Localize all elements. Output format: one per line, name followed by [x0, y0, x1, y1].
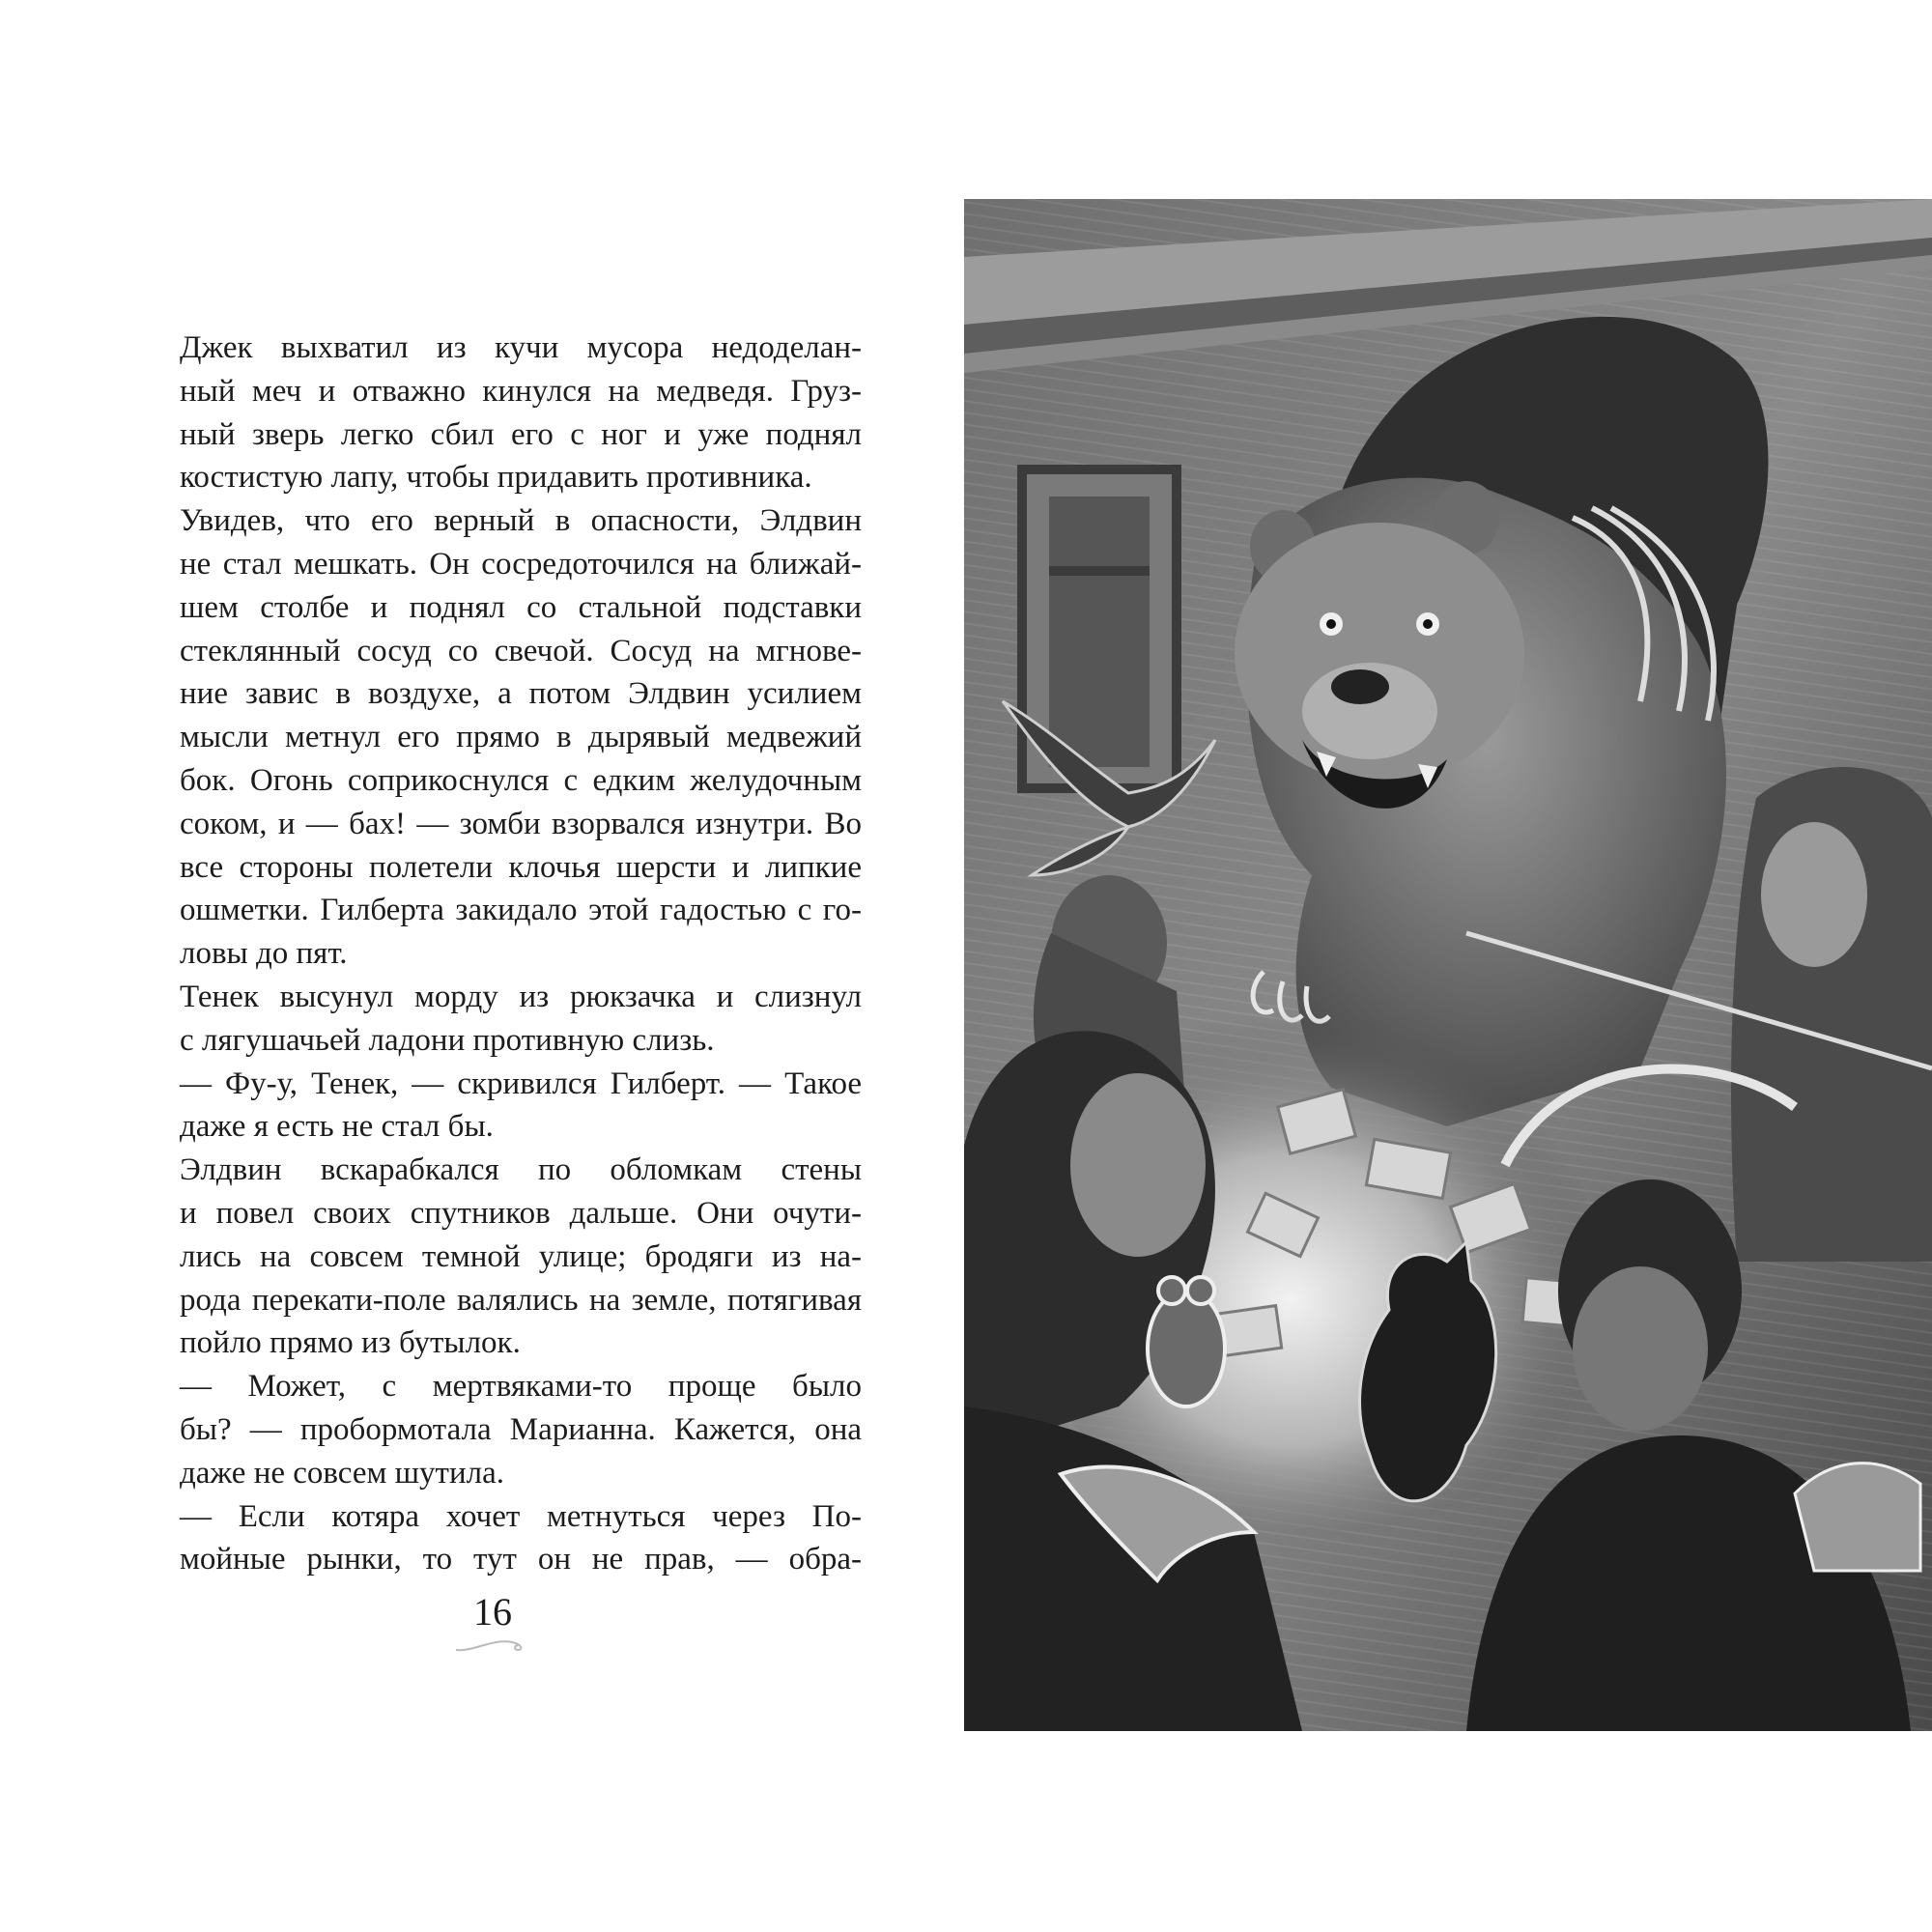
text-line: шем столбе и поднял со стальной подставки: [180, 589, 862, 625]
text-line: все стороны полетели клочья шерсти и липкие: [180, 849, 862, 885]
paragraph: [128, 976, 862, 1063]
text-line: с лягушачьей ладони противную слизь.: [180, 1022, 715, 1058]
paragraph: [128, 499, 862, 976]
text-line: — Если котяра хочет метнуться через По-: [180, 1498, 862, 1534]
text-line: — Может, с мертвяками-то проще было: [180, 1369, 862, 1405]
text-line: и повел своих спутников дальше. Они очути-: [180, 1195, 862, 1231]
text-line: даже не совсем шутила.: [180, 1455, 504, 1491]
text-line: даже я есть не стал бы.: [180, 1109, 494, 1145]
text-line: рода перекати-поле валялись на земле, потягивая: [180, 1282, 862, 1318]
paragraph: [128, 327, 862, 499]
frog: [1148, 1277, 1225, 1406]
text-line: мысли метнул его прямо в дырявый медвежий: [180, 720, 862, 755]
paragraph: [128, 1495, 862, 1582]
text-line: пойло прямо из бутылок.: [180, 1325, 521, 1361]
text-line: — Фу-у, Тенек, — скривился Гилберт. — Такое: [180, 1065, 862, 1101]
text-line: не стал мешкать. Он сосредоточился на ближай-: [180, 546, 862, 582]
text-line: бок. Огонь соприкоснулся с едким желудочным: [180, 762, 862, 798]
text-line: мойные рынки, то тут он не прав, — обра-: [180, 1542, 862, 1577]
text-line: бы? — пробормотала Марианна. Кажется, она: [180, 1411, 862, 1447]
paragraph: [128, 1149, 862, 1365]
text-line: ный зверь легко сбил его с ног и уже поднял: [180, 416, 862, 452]
text-line: ловы до пят.: [180, 936, 348, 972]
text-line: Увидев, что его верный в опасности, Элдвин: [180, 503, 862, 539]
text-line: лись на совсем темной улице; бродяги из на-: [180, 1238, 862, 1274]
text-line: ошметки. Гилберта закидало этой гадостью с го-: [180, 893, 862, 928]
text-line: Тенек высунул морду из рюкзачка и слизнул: [180, 979, 862, 1014]
text-line: ние завис в воздухе, а потом Элдвин усилием: [180, 676, 862, 712]
illustration-bear-attack: [964, 199, 1932, 1731]
text-line: костистую лапу, чтобы придавить противника.: [180, 460, 812, 496]
page-number-swash: [454, 1633, 531, 1656]
paragraph: [128, 1365, 862, 1494]
text-line: соком, и — бах! — зомби взорвался изнутри. Во: [180, 806, 862, 841]
paragraph: [128, 1063, 862, 1150]
text-line: Элдвин вскарабкался по обломкам стены: [180, 1152, 862, 1188]
page-number: 16: [473, 1590, 512, 1634]
body-text: [128, 327, 862, 1581]
text-line: ный меч и отважно кинулся на медведя. Груз-: [180, 373, 862, 409]
text-line: Джек выхватил из кучи мусора недоделан-: [180, 330, 862, 365]
text-line: стеклянный сосуд со свечой. Сосуд на мгнове-: [180, 633, 862, 668]
